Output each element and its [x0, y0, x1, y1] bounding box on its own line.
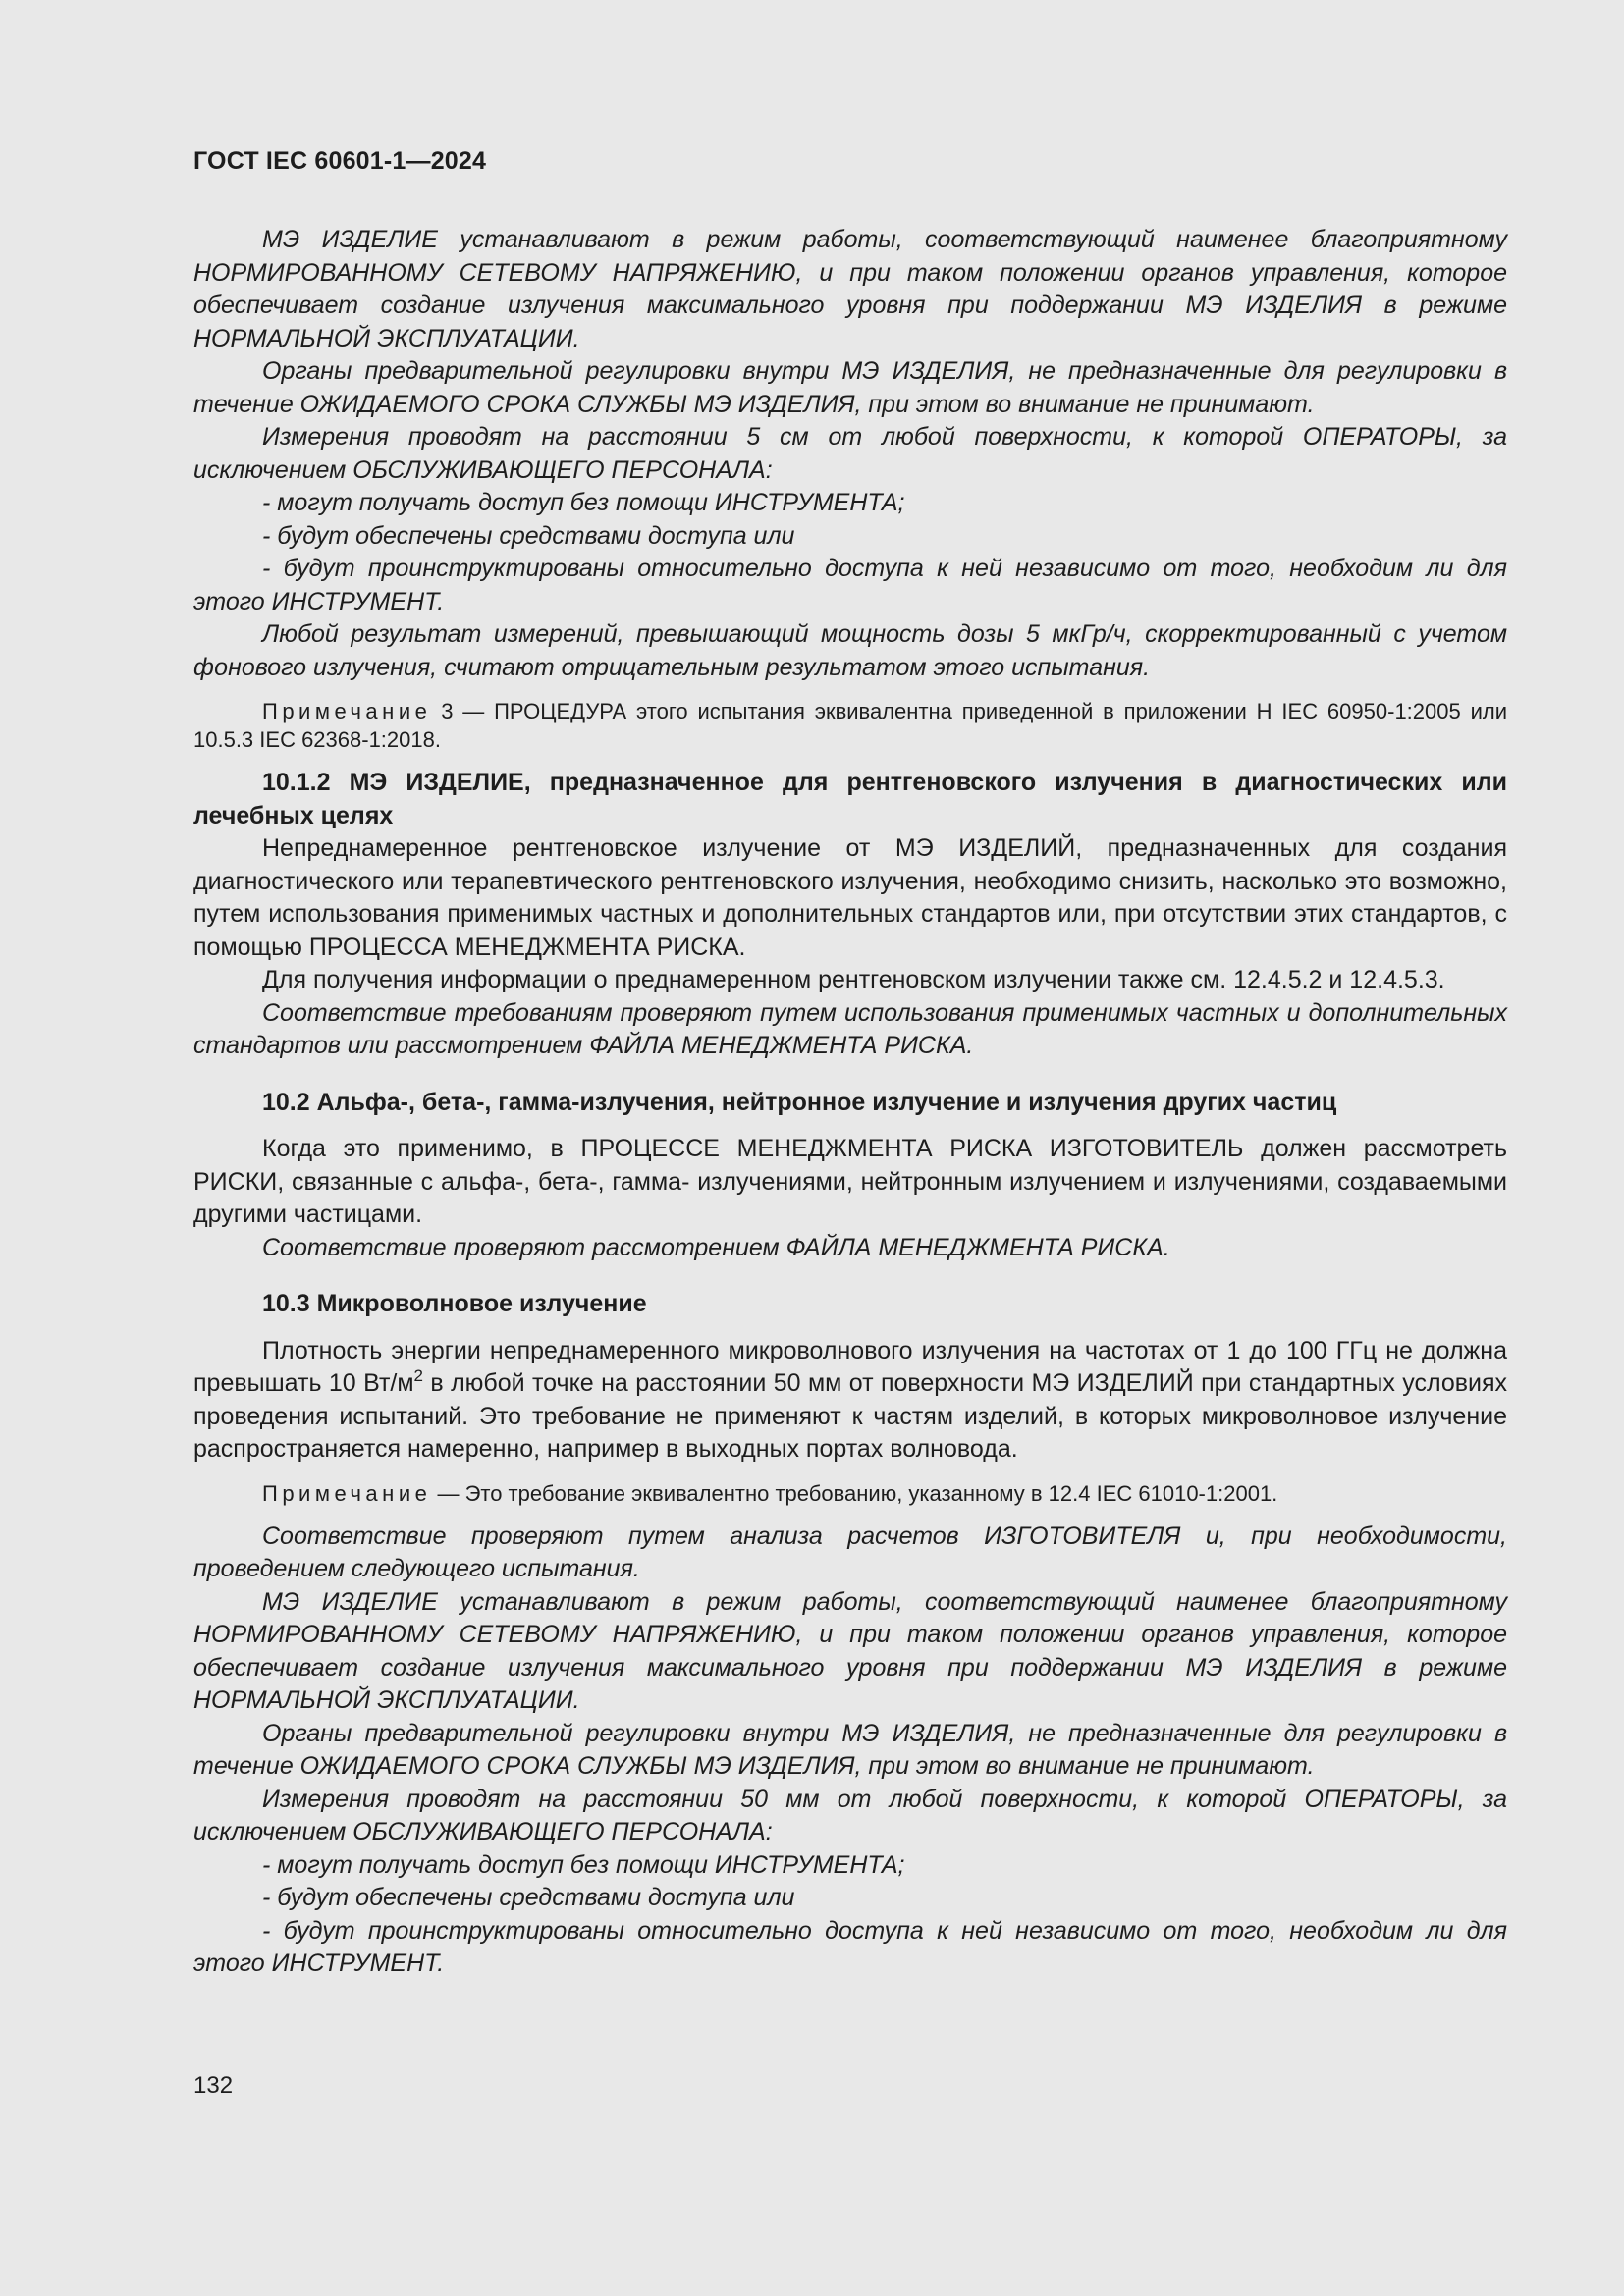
paragraph-text: Плотность энергии непреднамеренного микроволнового излучения на частотах от 1 до 100 ГГц не должна превышать 10 Вт/м [193, 1336, 1507, 1397]
paragraph: Измерения проводят на расстоянии 50 мм от любой поверхности, к которой ОПЕРАТОРЫ, за исключением ОБСЛУЖИВАЮЩЕГО ПЕРСОНАЛА: [193, 1785, 1507, 1845]
note-text: 3 — ПРОЦЕДУРА этого испытания эквивалентна приведенной в приложении Н IEC 60950-1:2005 или 10.5.3 IEC 62368-1:2018. [193, 699, 1507, 752]
paragraph: МЭ ИЗДЕЛИЕ устанавливают в режим работы, соответствующий наименее благоприятному НОРМИРОВАННОМУ СЕТЕВОМУ НАПРЯЖЕНИЮ, и при таком положении органов управления, которое обеспечивает создание излучения максимального уровня при поддержании МЭ ИЗДЕЛИЯ в режиме НОРМАЛЬНОЙ ЭКСПЛУАТАЦИИ. [193, 1587, 1507, 1714]
note-label: Примечание [262, 699, 432, 723]
list-item: - будут проинструктированы относительно доступа к ней независимо от того, необходим ли для этого ИНСТРУМЕНТ. [193, 555, 1507, 615]
list-item: - могут получать доступ без помощи ИНСТРУМЕНТА; [262, 489, 905, 516]
note-label: Примечание [262, 1480, 432, 1506]
list-item: - будут обеспечены средствами доступа или [262, 1884, 795, 1911]
note-3 [193, 697, 1507, 754]
paragraph: Любой результат измерений, превышающий мощность дозы 5 мкГр/ч, скорректированный с учетом фонового излучения, считают отрицательным результатом этого испытания. [193, 620, 1507, 681]
paragraph-text: в любой точке на расстоянии 50 мм от поверхности МЭ ИЗДЕЛИЙ при стандартных условиях проведения испытаний. Это требование не применяют к частям изделий, в которых микроволновое излучение распространяется намеренно, например в выходных портах волновода. [193, 1369, 1508, 1463]
superscript: 2 [413, 1366, 423, 1385]
page-number: 132 [193, 2072, 234, 2099]
list-item: - будут проинструктированы относительно доступа к ней независимо от того, необходим ли для этого ИНСТРУМЕНТ. [193, 1916, 1507, 1977]
section-heading-10-2: 10.2 Альфа-, бета-, гамма-излучения, нейтронное излучение и излучения других частиц [262, 1088, 1337, 1116]
paragraph: Органы предварительной регулировки внутри МЭ ИЗДЕЛИЯ, не предназначенные для регулировки в течение ОЖИДАЕМОГО СРОКА СЛУЖБЫ МЭ ИЗДЕЛИЯ, при этом во внимание не принимают. [193, 357, 1507, 418]
paragraph: Непреднамеренное рентгеновское излучение от МЭ ИЗДЕЛИЙ, предназначенных для создания диагностического или терапевтического рентгеновского излучения, необходимо снизить, насколько это возможно, путем использования применимых частных и дополнительных стандартов или, при отсутствии этих стандартов, с помощью ПРОЦЕССА МЕНЕДЖМЕНТА РИСКА. [193, 834, 1507, 961]
paragraph: Органы предварительной регулировки внутри МЭ ИЗДЕЛИЯ, не предназначенные для регулировки в течение ОЖИДАЕМОГО СРОКА СЛУЖБЫ МЭ ИЗДЕЛИЯ, при этом во внимание не принимают. [193, 1719, 1507, 1780]
paragraph: Соответствие требованиям проверяют путем использования применимых частных и дополнительных стандартов или рассмотрением ФАЙЛА МЕНЕДЖМЕНТА РИСКА. [193, 998, 1507, 1059]
paragraph: МЭ ИЗДЕЛИЕ устанавливают в режим работы, соответствующий наименее благоприятному НОРМИРОВАННОМУ СЕТЕВОМУ НАПРЯЖЕНИЮ, и при таком положении органов управления, которое обеспечивает создание излучения максимального уровня при поддержании МЭ ИЗДЕЛИЯ в режиме НОРМАЛЬНОЙ ЭКСПЛУАТАЦИИ. [193, 226, 1507, 352]
document-body [193, 224, 1507, 1981]
paragraph: Для получения информации о преднамеренном рентгеновском излучении также см. 12.4.5.2 и 12.4.5.3. [262, 966, 1445, 993]
list-item: - будут обеспечены средствами доступа или [262, 521, 795, 550]
paragraph [193, 1335, 1507, 1467]
document-header: ГОСТ IEC 60601-1—2024 [193, 147, 487, 175]
paragraph: Измерения проводят на расстоянии 5 см от любой поверхности, к которой ОПЕРАТОРЫ, за исключением ОБСЛУЖИВАЮЩЕГО ПЕРСОНАЛА: [193, 423, 1507, 484]
section-heading-10-3: 10.3 Микроволновое излучение [262, 1290, 647, 1317]
section-heading-10-1-2: 10.1.2 МЭ ИЗДЕЛИЕ, предназначенное для рентгеновского излучения в диагностических или лечебных целях [193, 769, 1507, 829]
paragraph: Когда это применимо, в ПРОЦЕССЕ МЕНЕДЖМЕНТА РИСКА ИЗГОТОВИТЕЛЬ должен рассмотреть РИСКИ, связанные с альфа-, бета-, гамма- излучениями, нейтронным излучением и излучениями, создаваемыми другими частицами. [193, 1135, 1507, 1228]
note-text: — Это требование эквивалентно требованию, указанному в 12.4 IEC 61010-1:2001. [431, 1480, 1278, 1506]
paragraph: Соответствие проверяют рассмотрением ФАЙЛА МЕНЕДЖМЕНТА РИСКА. [262, 1233, 1170, 1261]
list-item: - могут получать доступ без помощи ИНСТРУМЕНТА; [262, 1850, 905, 1879]
note [193, 1479, 1507, 1508]
paragraph: Соответствие проверяют путем анализа расчетов ИЗГОТОВИТЕЛЯ и, при необходимости, проведением следующего испытания. [193, 1522, 1507, 1582]
